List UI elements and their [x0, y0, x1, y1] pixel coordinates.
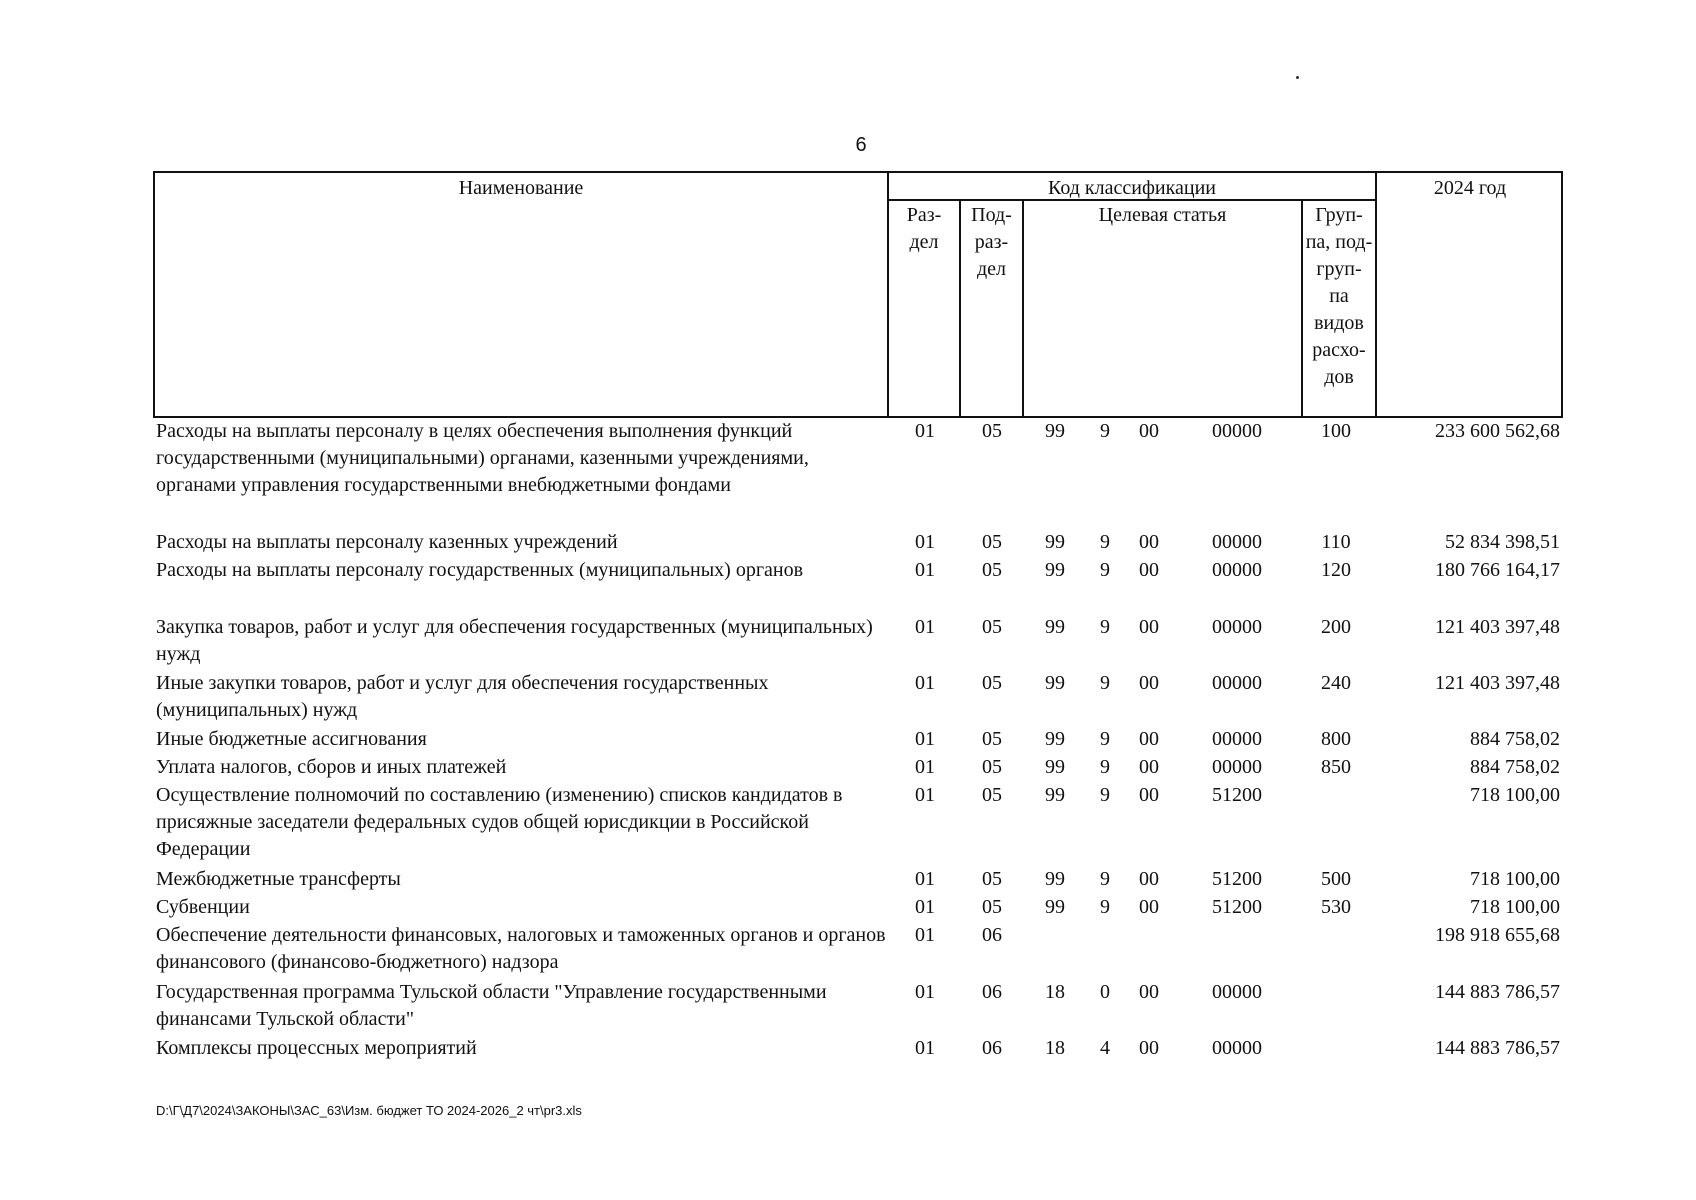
row-amount: 121 403 397,48 — [1435, 672, 1560, 694]
row-expense-group: 800 — [1321, 728, 1351, 750]
row-target-article-4: 00000 — [1212, 531, 1262, 553]
row-target-article-4: 51200 — [1212, 868, 1262, 890]
row-razdel: 01 — [915, 868, 935, 890]
row-target-article-3: 00 — [1139, 728, 1159, 750]
row-target-article-4: 00000 — [1212, 1037, 1262, 1059]
row-razdel: 01 — [915, 756, 935, 778]
row-name: Расходы на выплаты персоналу в целях обеспечения выполнения функций государственными (муниципальными) органами, казенными учреждениями, органами управления государственными внебюджетными фондами — [156, 420, 809, 496]
row-name: Расходы на выплаты персоналу казенных учреждений — [156, 531, 618, 553]
row-podrazdel: 05 — [982, 420, 1002, 442]
row-name: Обеспечение деятельности финансовых, налоговых и таможенных органов и органов финансового (финансово-бюджетного) надзора — [156, 924, 886, 973]
row-podrazdel: 05 — [982, 784, 1002, 806]
row-amount: 144 883 786,57 — [1435, 981, 1560, 1003]
header-name: Наименование — [458, 177, 584, 199]
row-amount: 144 883 786,57 — [1435, 1037, 1560, 1059]
row-razdel: 01 — [915, 672, 935, 694]
row-razdel: 01 — [915, 420, 935, 442]
row-amount: 718 100,00 — [1470, 868, 1560, 890]
row-amount: 180 766 164,17 — [1435, 559, 1560, 581]
page-number: 6 — [855, 134, 867, 156]
row-amount: 884 758,02 — [1470, 728, 1560, 750]
row-target-article-1: 99 — [1045, 896, 1065, 918]
row-target-article-4: 00000 — [1212, 616, 1262, 638]
row-razdel: 01 — [915, 728, 935, 750]
row-podrazdel: 06 — [982, 981, 1002, 1003]
row-target-article-3: 00 — [1139, 896, 1159, 918]
header-podrazdel: Под- раз- дел — [971, 204, 1012, 280]
row-podrazdel: 05 — [982, 559, 1002, 581]
row-podrazdel: 05 — [982, 868, 1002, 890]
row-amount: 121 403 397,48 — [1435, 616, 1560, 638]
row-name: Субвенции — [156, 896, 250, 918]
row-target-article-2: 9 — [1100, 756, 1110, 778]
row-target-article-4: 00000 — [1212, 420, 1262, 442]
row-razdel: 01 — [915, 531, 935, 553]
row-amount: 718 100,00 — [1470, 896, 1560, 918]
row-target-article-4: 51200 — [1212, 784, 1262, 806]
header-year: 2024 год — [1433, 177, 1507, 199]
table-header — [153, 171, 1563, 418]
row-target-article-1: 99 — [1045, 672, 1065, 694]
row-target-article-3: 00 — [1139, 531, 1159, 553]
header-expense-group: Груп- па, под- груп- па видов расхо- дов — [1305, 204, 1373, 388]
row-target-article-2: 9 — [1100, 420, 1110, 442]
row-expense-group: 200 — [1321, 616, 1351, 638]
row-target-article-1: 99 — [1045, 559, 1065, 581]
row-target-article-2: 9 — [1100, 672, 1110, 694]
row-target-article-1: 99 — [1045, 420, 1065, 442]
row-expense-group: 530 — [1321, 896, 1351, 918]
row-target-article-4: 00000 — [1212, 559, 1262, 581]
row-amount: 233 600 562,68 — [1435, 420, 1560, 442]
row-amount: 198 918 655,68 — [1435, 924, 1560, 946]
row-name: Иные закупки товаров, работ и услуг для обеспечения государственных (муниципальных) нужд — [156, 672, 769, 721]
row-razdel: 01 — [915, 559, 935, 581]
row-podrazdel: 05 — [982, 728, 1002, 750]
row-podrazdel: 05 — [982, 616, 1002, 638]
row-target-article-1: 99 — [1045, 756, 1065, 778]
row-target-article-3: 00 — [1139, 616, 1159, 638]
file-path-footer: D:\Г\Д7\2024\ЗАКОНЫ\ЗАС_63\Изм. бюджет ТО 2024-2026_2 чт\pr3.xls — [156, 1103, 582, 1118]
row-name: Государственная программа Тульской области "Управление государственными финансами Тульской области" — [156, 981, 827, 1030]
row-target-article-2: 9 — [1100, 896, 1110, 918]
row-amount: 52 834 398,51 — [1445, 531, 1560, 553]
row-target-article-4: 00000 — [1212, 756, 1262, 778]
row-expense-group: 100 — [1321, 420, 1351, 442]
row-podrazdel: 05 — [982, 896, 1002, 918]
row-expense-group: 240 — [1321, 672, 1351, 694]
row-amount: 884 758,02 — [1470, 756, 1560, 778]
row-target-article-2: 9 — [1100, 559, 1110, 581]
row-target-article-4: 00000 — [1212, 672, 1262, 694]
row-target-article-1: 99 — [1045, 531, 1065, 553]
header-razdel: Раз- дел — [906, 204, 942, 253]
row-expense-group: 850 — [1321, 756, 1351, 778]
row-expense-group: 120 — [1321, 559, 1351, 581]
row-target-article-3: 00 — [1139, 784, 1159, 806]
row-name: Уплата налогов, сборов и иных платежей — [156, 756, 507, 778]
row-name: Межбюджетные трансферты — [156, 868, 401, 890]
row-razdel: 01 — [915, 784, 935, 806]
row-podrazdel: 06 — [982, 924, 1002, 946]
row-razdel: 01 — [915, 924, 935, 946]
row-target-article-2: 4 — [1100, 1037, 1110, 1059]
row-podrazdel: 05 — [982, 531, 1002, 553]
header-classification-code: Код классификации — [1047, 177, 1217, 199]
row-name: Расходы на выплаты персоналу государственных (муниципальных) органов — [156, 559, 804, 581]
row-target-article-4: 00000 — [1212, 981, 1262, 1003]
row-target-article-1: 18 — [1045, 1037, 1065, 1059]
row-target-article-1: 18 — [1045, 981, 1065, 1003]
row-target-article-4: 00000 — [1212, 728, 1262, 750]
row-podrazdel: 06 — [982, 1037, 1002, 1059]
row-razdel: 01 — [915, 981, 935, 1003]
row-name: Иные бюджетные ассигнования — [156, 728, 427, 750]
row-target-article-2: 9 — [1100, 784, 1110, 806]
row-target-article-1: 99 — [1045, 784, 1065, 806]
row-target-article-3: 00 — [1139, 1037, 1159, 1059]
row-target-article-3: 00 — [1139, 756, 1159, 778]
row-razdel: 01 — [915, 616, 935, 638]
row-razdel: 01 — [915, 896, 935, 918]
row-target-article-3: 00 — [1139, 868, 1159, 890]
row-target-article-1: 99 — [1045, 728, 1065, 750]
row-name: Осуществление полномочий по составлению (изменению) списков кандидатов в присяжные заседатели федеральных судов общей юрисдикции в Российской Федерации — [156, 784, 843, 860]
row-target-article-2: 9 — [1100, 531, 1110, 553]
row-razdel: 01 — [915, 1037, 935, 1059]
row-name: Закупка товаров, работ и услуг для обеспечения государственных (муниципальных) нужд — [156, 616, 873, 665]
row-target-article-3: 00 — [1139, 559, 1159, 581]
header-divider — [1022, 199, 1024, 416]
row-amount: 718 100,00 — [1470, 784, 1560, 806]
row-expense-group: 500 — [1321, 868, 1351, 890]
header-divider — [1375, 173, 1377, 416]
row-podrazdel: 05 — [982, 756, 1002, 778]
row-target-article-3: 00 — [1139, 981, 1159, 1003]
row-target-article-3: 00 — [1139, 420, 1159, 442]
row-name: Комплексы процессных мероприятий — [156, 1037, 477, 1059]
row-target-article-1: 99 — [1045, 868, 1065, 890]
row-target-article-2: 9 — [1100, 616, 1110, 638]
row-target-article-4: 51200 — [1212, 896, 1262, 918]
row-target-article-2: 9 — [1100, 868, 1110, 890]
scan-speck — [1296, 76, 1299, 79]
row-podrazdel: 05 — [982, 672, 1002, 694]
row-target-article-2: 0 — [1100, 981, 1110, 1003]
row-expense-group: 110 — [1321, 531, 1351, 553]
row-target-article-3: 00 — [1139, 672, 1159, 694]
row-target-article-2: 9 — [1100, 728, 1110, 750]
row-target-article-1: 99 — [1045, 616, 1065, 638]
header-target-article: Целевая статья — [1098, 204, 1227, 226]
